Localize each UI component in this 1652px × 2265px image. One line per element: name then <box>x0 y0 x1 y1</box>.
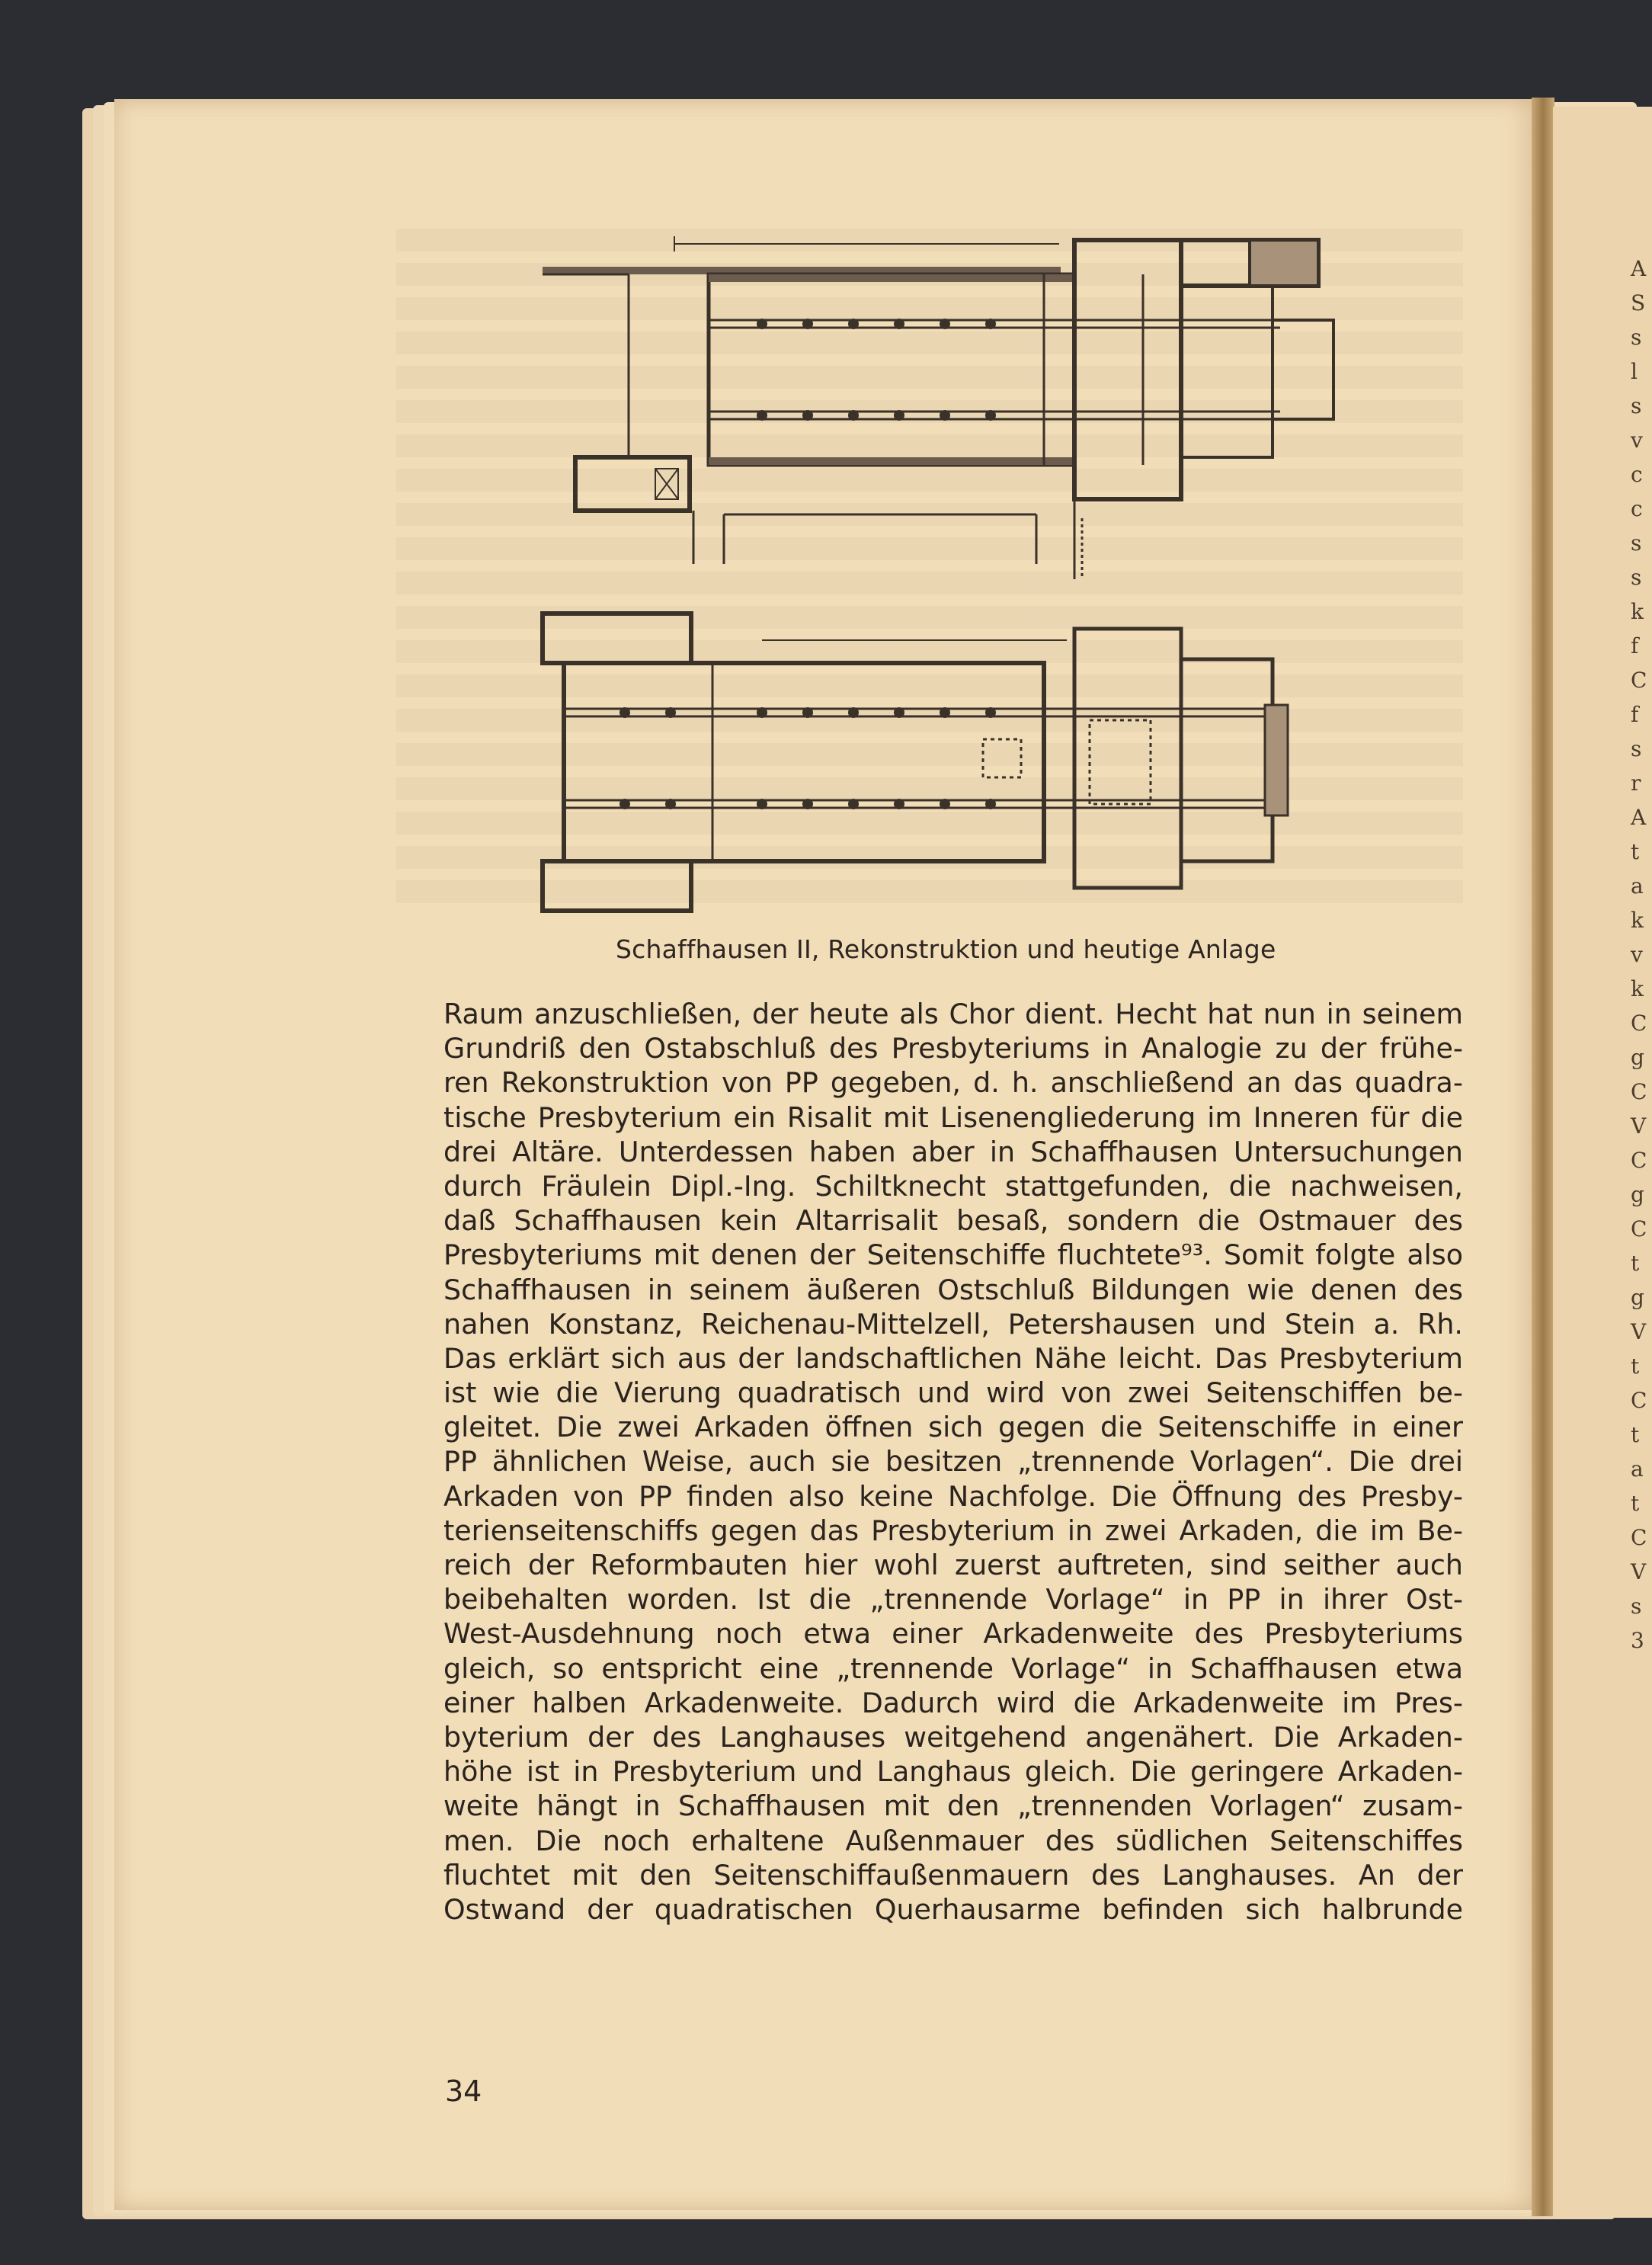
body-text <box>443 997 1463 1927</box>
facing-page-letter: C <box>1631 1525 1647 1550</box>
facing-page-letter: r <box>1631 770 1641 796</box>
text-line: Grundriß den Ostabschluß des Presbyteriums in Analogie zu der frühe- <box>443 1032 1463 1065</box>
text-line: tische Presbyterium ein Risalit mit Lisenengliederung im Inneren für die <box>443 1100 1463 1134</box>
facing-page-letter: C <box>1631 1148 1647 1173</box>
text-line: Raum anzuschließen, der heute als Chor dient. Hecht hat nun in seinem <box>443 998 1463 1030</box>
facing-page-letter: k <box>1631 908 1644 933</box>
facing-page-letter: C <box>1631 668 1647 693</box>
facing-page-letter: 3 <box>1631 1628 1644 1653</box>
facing-page-letter: V <box>1631 1559 1647 1584</box>
text-line: men. Die noch erhaltene Außenmauer des südlichen Seitenschiffes <box>443 1824 1463 1857</box>
floor-plan-current <box>533 606 1295 926</box>
text-line: beibehalten worden. Ist die „trennende Vorlage“ in PP in ihrer Ost- <box>443 1583 1463 1616</box>
facing-page-letter: c <box>1631 496 1643 521</box>
text-line: Arkaden von PP finden also keine Nachfolge. Die Öffnung des Presby- <box>443 1479 1463 1513</box>
facing-page-letter: S <box>1631 290 1646 316</box>
text-line: höhe ist in Presbyterium und Langhaus gleich. Die geringere Arkaden- <box>443 1755 1463 1789</box>
book-gutter <box>1532 98 1554 2216</box>
facing-page-letter: t <box>1631 839 1640 864</box>
facing-page-letter: a <box>1631 873 1644 899</box>
text-line: West-Ausdehnung noch etwa einer Arkadenweite des Presbyteriums <box>443 1617 1463 1651</box>
facing-page-letter: l <box>1631 359 1638 384</box>
page-number: 34 <box>445 2074 482 2108</box>
facing-page-text-fragment <box>1631 251 1646 1658</box>
text-line: weite hängt in Schaffhausen mit den „trennenden Vorlagen“ zusam- <box>443 1789 1463 1823</box>
facing-page-letter: s <box>1631 393 1642 418</box>
text-line: gleitet. Die zwei Arkaden öffnen sich gegen die Seitenschiffe in einer <box>443 1411 1463 1444</box>
text-line: terienseitenschiffs gegen das Presbyterium in zwei Arkaden, die im Be- <box>443 1514 1463 1547</box>
facing-page-letter: g <box>1631 1045 1644 1070</box>
facing-page-letter: C <box>1631 1216 1647 1241</box>
facing-page-letter: g <box>1631 1182 1644 1207</box>
text-line: einer halben Arkadenweite. Dadurch wird die Arkadenweite im Pres- <box>443 1686 1463 1719</box>
text-line: durch Fräulein Dipl.-Ing. Schiltknecht stattgefunden, die nachweisen, <box>443 1169 1463 1203</box>
facing-page-letter: V <box>1631 1113 1647 1139</box>
facing-page-letter: C <box>1631 1388 1647 1413</box>
text-line: nahen Konstanz, Reichenau-Mittelzell, Petershausen und Stein a. Rh. <box>443 1307 1463 1341</box>
text-line: daß Schaffhausen kein Altarrisalit besaß, sondern die Ostmauer des <box>443 1204 1463 1238</box>
facing-page-letter: A <box>1631 805 1647 830</box>
floor-plan-reconstruction <box>533 229 1372 579</box>
text-line: Ostwand der quadratischen Querhausarme befinden sich halbrunde <box>443 1892 1463 1926</box>
facing-page-letter: k <box>1631 976 1644 1001</box>
facing-page-letter: a <box>1631 1456 1644 1482</box>
facing-page-letter: C <box>1631 1011 1647 1036</box>
facing-page-letter: f <box>1631 702 1639 727</box>
facing-page-letter: s <box>1631 1594 1642 1619</box>
text-line: ren Rekonstruktion von PP gegeben, d. h. anschließend an das quadra- <box>443 1066 1463 1100</box>
facing-page-letter: c <box>1631 462 1643 487</box>
floor-plan-current-drawing <box>533 606 1295 926</box>
facing-page-letter: s <box>1631 325 1642 350</box>
facing-page-letter: t <box>1631 1491 1640 1516</box>
text-line: fluchtet mit den Seitenschiffaußenmauern des Langhauses. An der <box>443 1858 1463 1892</box>
facing-page-letter: t <box>1631 1251 1640 1276</box>
text-line: drei Altäre. Unterdessen haben aber in Schaffhausen Untersuchungen <box>443 1135 1463 1168</box>
facing-page-letter: g <box>1631 1285 1644 1310</box>
facing-page-letter: v <box>1631 942 1643 967</box>
facing-page-letter: V <box>1631 1319 1647 1344</box>
facing-page-letter: A <box>1631 256 1647 281</box>
facing-page-letter: s <box>1631 530 1642 556</box>
facing-page-letter: s <box>1631 565 1642 590</box>
facing-page-letter: k <box>1631 599 1644 624</box>
text-line: ist wie die Vierung quadratisch und wird von zwei Seitenschiffen be- <box>443 1376 1463 1410</box>
floor-plan-reconstruction-drawing <box>533 229 1372 579</box>
facing-page-letter: t <box>1631 1354 1640 1379</box>
facing-page-letter: f <box>1631 633 1639 658</box>
facing-page-letter: C <box>1631 1079 1647 1104</box>
figure-caption: Schaffhausen II, Rekonstruktion und heutige Anlage <box>616 934 1276 964</box>
text-line: Presbyteriums mit denen der Seitenschiffe fluchtete⁹³. Somit folgte also <box>443 1238 1463 1272</box>
text-line: reich der Reformbauten hier wohl zuerst auftreten, sind seither auch <box>443 1549 1463 1581</box>
facing-page-letter: t <box>1631 1422 1640 1447</box>
text-line: Das erklärt sich aus der landschaftlichen Nähe leicht. Das Presbyterium <box>443 1341 1463 1375</box>
facing-page-letter: v <box>1631 428 1643 453</box>
facing-page-letter: s <box>1631 736 1642 761</box>
text-line: Schaffhausen in seinem äußeren Ostschluß Bildungen wie denen des <box>443 1273 1463 1306</box>
text-line: gleich, so entspricht eine „trennende Vorlage“ in Schaffhausen etwa <box>443 1651 1463 1685</box>
text-line: PP ähnlichen Weise, auch sie besitzen „trennende Vorlagen“. Die drei <box>443 1445 1463 1478</box>
text-line: byterium der des Langhauses weitgehend angenähert. Die Arkaden- <box>443 1720 1463 1754</box>
